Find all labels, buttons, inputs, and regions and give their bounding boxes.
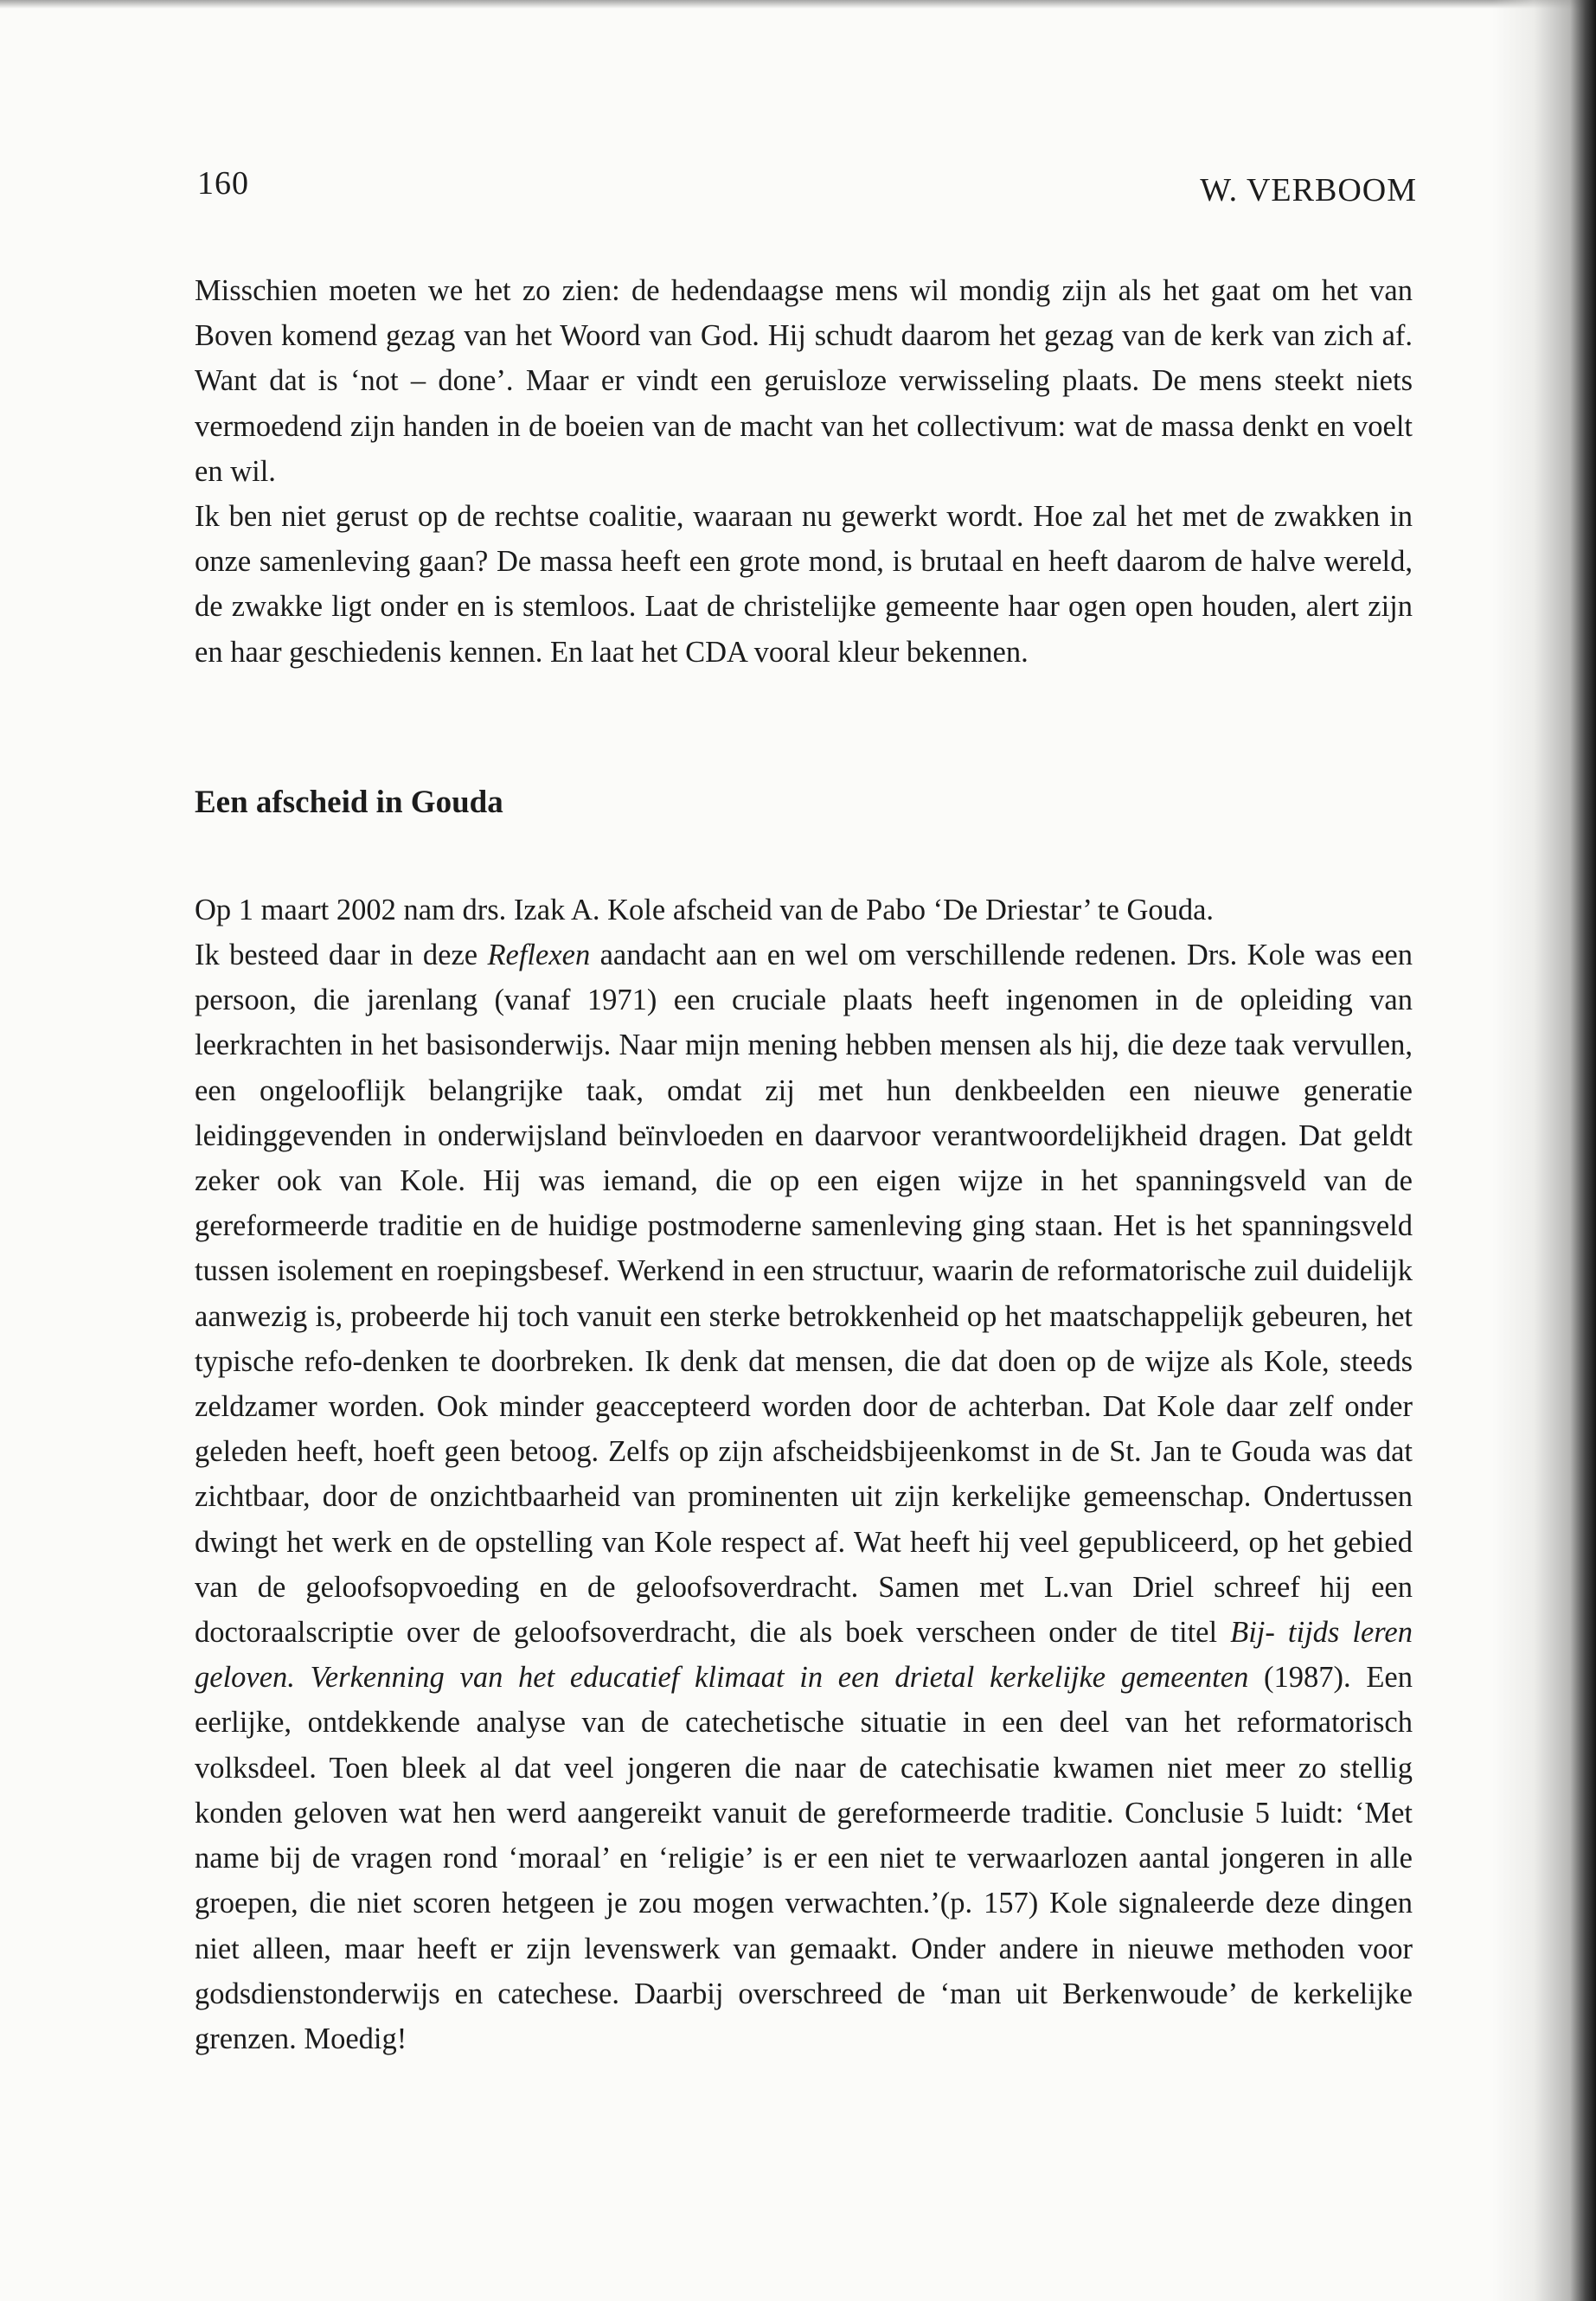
page-header <box>197 164 1417 216</box>
section-paragraph-1: Op 1 maart 2002 nam drs. Izak A. Kole afscheid van de Pabo ‘De Driestar’ te Gouda. <box>195 893 1215 926</box>
section-text-a: Ik besteed daar in deze <box>195 939 488 972</box>
body-text <box>195 268 1413 2061</box>
section-text-c: (1987). Een eerlijke, ontdekkende analyse van de catechetische situatie in een deel van het reformatorisch volksdeel. Toen bleek al dat veel jongeren die naar de catechisatie kwamen niet meer zo stellig konden geloven wat hen werd aangereikt vanuit de gereformeerde traditie. Conclusie 5 luidt: ‘Met name bij de vragen rond ‘moraal’ en ‘religie’ is er een niet te verwaarlozen aantal jongeren in alle groepen, die niet scoren hetgeen je zou mogen verwachten.’(p. 157) Kole signaleerde deze dingen niet alleen, maar heeft er zijn levenswerk van gemaakt. Onder andere in nieuwe methoden voor godsdienstonderwijs en catechese. Daarbij overschreed de ‘man uit Berkenwoude’ de kerkelijke grenzen. Moedig! <box>195 1661 1413 2055</box>
section-text-b: aandacht aan en wel om verschillende redenen. Drs. Kole was een persoon, die jarenlang (vanaf 1971) een cruciale plaats heeft ingenomen in de opleiding van leerkrachten in het basisonderwijs. Naar mijn mening hebben mensen als hij, die deze taak vervullen, een ongelooflijk belangrijke taak, omdat zij met hun denkbeelden een nieuwe generatie leidinggevenden in onderwijsland beïnvloeden en daarvoor verantwoordelijkheid dragen. Dat geldt zeker ook van Kole. Hij was iemand, die op een eigen wijze in het spanningsveld van de gereformeerde traditie en de huidige postmoderne samenleving ging staan. Het is het spanningsveld tussen isolement en roepingsbesef. Werkend in een structuur, waarin de reformatorische zuil duidelijk aanwezig is, probeerde hij toch vanuit een sterke betrokkenheid op het maatschappelijk gebeuren, het typische refo-denken te doorbreken. Ik denk dat mensen, die dat doen op de wijze als Kole, steeds zeldzamer worden. Ook minder geaccepteerd worden door de achterban. Dat Kole daar zelf onder geleden heeft, hoeft geen betoog. Zelfs op zijn afscheidsbijeenkomst in de St. Jan te Gouda was dat zichtbaar, door de onzichtbaarheid van prominenten uit zijn kerkelijke gemeenschap. Ondertussen dwingt het werk en de opstelling van Kole respect af. Wat heeft hij veel gepubliceerd, op het gebied van de geloofsopvoeding en de geloofsoverdracht. Samen met L.van Driel schreef hij een doctoraalscriptie over de geloofsoverdracht, die als boek verscheen onder de titel <box>195 939 1413 1650</box>
page-number: 160 <box>197 165 249 202</box>
section-heading: Een afscheid in Gouda <box>195 784 503 820</box>
section-paragraph-2 <box>195 933 1413 2061</box>
running-head-author: W. VERBOOM <box>1200 172 1417 208</box>
intro-paragraph-1: Misschien moeten we het zo zien: de hedendaagse mens wil mondig zijn als het gaat om het van Boven komend gezag van het Woord van God. Hij schudt daarom het gezag van de kerk van zich af. Want dat is ‘not – done’. Maar er vindt een geruisloze verwisseling plaats. De mens steekt niets vermoedend zijn handen in de boeien van de macht van het collectivum: wat de massa denkt en voelt en wil. <box>195 274 1413 488</box>
book-title: Bij- tijds leren geloven. Verkenning van het educatief klimaat in een drietal kerkelijke gemeenten <box>195 1616 1413 1695</box>
page-top-edge-shadow <box>0 0 1596 9</box>
journal-title: Reflexen <box>487 939 591 972</box>
intro-paragraph-2: Ik ben niet gerust op de rechtse coalitie, waaraan nu gewerkt wordt. Hoe zal het met de zwakken in onze samenleving gaan? De massa heeft een grote mond, is brutaal en heeft daarom de halve wereld, de zwakke ligt onder en is stemloos. Laat de christelijke gemeente haar ogen open houden, alert zijn en haar geschiedenis kennen. En laat het CDA vooral kleur bekennen. <box>195 500 1413 669</box>
binding-shadow <box>1492 0 1596 2301</box>
